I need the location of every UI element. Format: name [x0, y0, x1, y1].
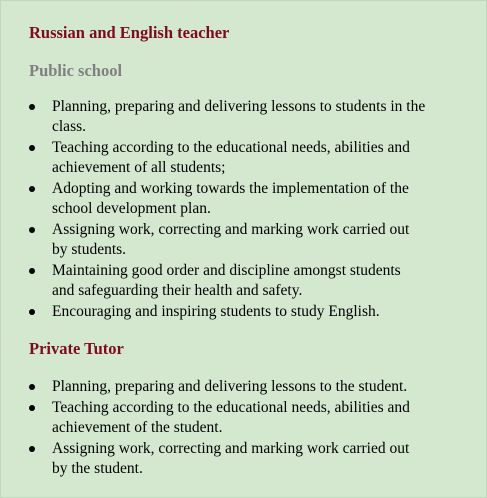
list-item-line: Planning, preparing and delivering lessons to the student.	[52, 378, 408, 395]
list-item-line: by the student.	[52, 460, 143, 477]
bullet-icon	[29, 384, 35, 390]
list-item-line: class.	[52, 118, 87, 135]
bullet-icon	[29, 186, 35, 192]
bullet-icon	[29, 104, 35, 110]
list-item-line: Teaching according to the educational needs, abilities and	[52, 139, 410, 156]
tutor-duties-list	[1, 377, 487, 480]
list-item	[1, 220, 487, 260]
bullet-icon	[29, 309, 35, 315]
list-item	[1, 377, 487, 397]
list-item	[1, 138, 487, 178]
bullet-icon	[29, 446, 35, 452]
bullet-icon	[29, 268, 35, 274]
list-item-line: Assigning work, correcting and marking work carried out	[52, 221, 410, 238]
list-item	[1, 97, 487, 137]
list-item-line: Encouraging and inspiring students to study English.	[52, 303, 380, 320]
bullet-icon	[29, 405, 35, 411]
list-item-line: Assigning work, correcting and marking work carried out	[52, 440, 410, 457]
list-item-line: and safeguarding their health and safety.	[52, 282, 303, 299]
list-item	[1, 179, 487, 219]
list-item	[1, 439, 487, 479]
bullet-icon	[29, 227, 35, 233]
list-item	[1, 302, 487, 322]
list-item-line: Adopting and working towards the implementation of the	[52, 180, 409, 197]
job-title-teacher: Russian and English teacher	[29, 23, 230, 42]
employer-public-school: Public school	[29, 61, 123, 80]
job-title-private-tutor: Private Tutor	[29, 339, 124, 358]
teacher-duties-list	[1, 97, 487, 323]
list-item-line: Maintaining good order and discipline amongst students	[52, 262, 401, 279]
bullet-icon	[29, 145, 35, 151]
list-item-line: achievement of the student.	[52, 419, 223, 436]
list-item	[1, 398, 487, 438]
list-item	[1, 261, 487, 301]
list-item-line: school development plan.	[52, 200, 211, 217]
list-item-line: Planning, preparing and delivering lessons to students in the	[52, 98, 426, 115]
list-item-line: achievement of all students;	[52, 159, 226, 176]
list-item-line: Teaching according to the educational needs, abilities and	[52, 399, 410, 416]
list-item-line: by students.	[52, 241, 127, 258]
